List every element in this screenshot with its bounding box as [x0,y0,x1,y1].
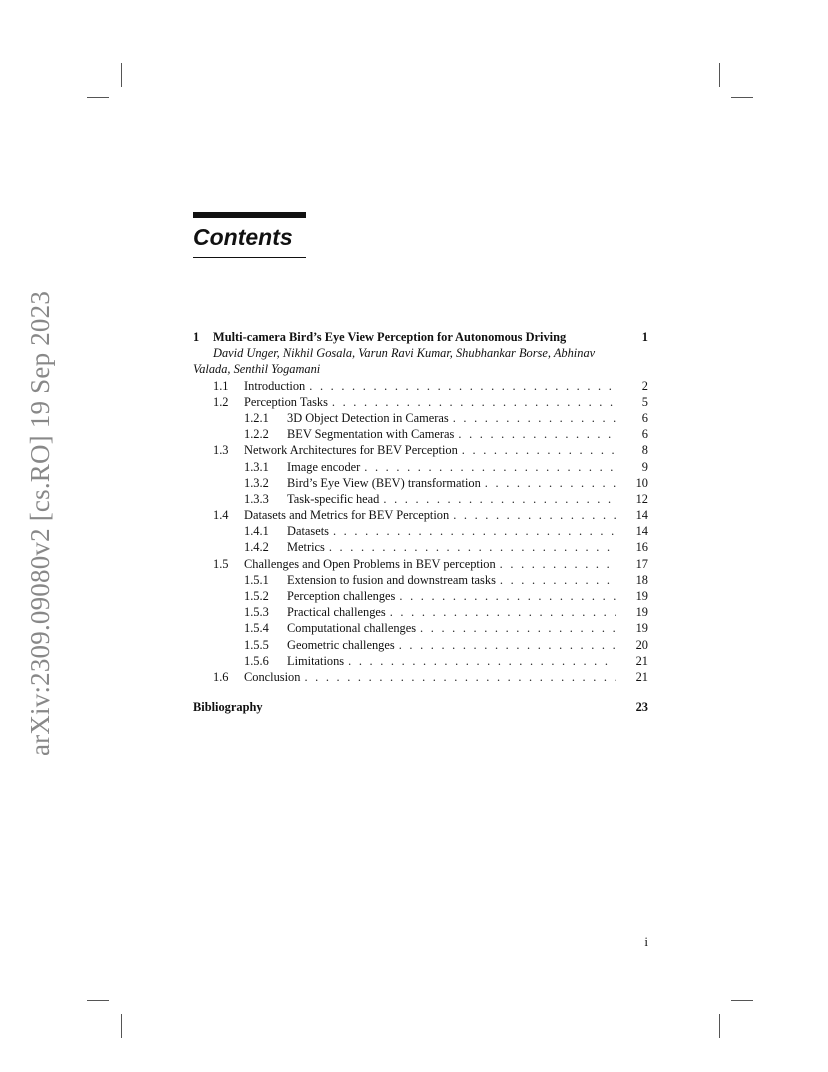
crop-mark-top-left-horizontal [87,97,109,98]
chapter-authors [193,345,648,377]
entry-page: 19 [635,589,648,604]
heading-bar [193,212,306,218]
entry-leader-dots [416,620,616,636]
toc-chapter-entry[interactable] [193,329,648,345]
entry-title: Extension to fusion and downstream tasks [287,572,496,587]
entry-title: Practical challenges [287,605,386,620]
entry-leader-dots [305,378,616,394]
entry-page: 18 [635,572,648,587]
crop-mark-bottom-left-horizontal [87,1000,109,1001]
entry-leader-dots [458,442,616,458]
toc-subsection-entry[interactable] [193,523,648,539]
entry-leader-dots [395,588,616,604]
entry-title: Network Architectures for BEV Perception [244,443,458,458]
toc-subsection-entry[interactable] [193,604,648,620]
entry-number: 1.3 [213,443,229,458]
entry-leader-dots [300,669,616,685]
bibliography-title: Bibliography [193,700,263,715]
entry-number: 1.6 [213,669,229,684]
toc-section-entry[interactable] [193,394,648,410]
entry-number: 1.5.2 [244,589,269,604]
table-of-contents [193,329,648,715]
entry-number: 1.5 [213,556,229,571]
crop-mark-bottom-left-vertical [121,1014,122,1038]
entry-number: 1.3.2 [244,475,269,490]
entry-number: 1.4 [213,508,229,523]
bibliography-page: 23 [635,700,648,715]
entry-page: 17 [635,556,648,571]
entry-number: 1.3.1 [244,459,269,474]
entry-title: Task-specific head [287,491,380,506]
toc-section-entry[interactable] [193,507,648,523]
entry-number: 1.1 [213,378,229,393]
crop-mark-top-right-horizontal [731,97,753,98]
entry-number: 1.5.6 [244,653,269,668]
entry-page: 9 [641,459,648,474]
entry-page: 21 [635,653,648,668]
toc-subsection-entry[interactable] [193,653,648,669]
toc-section-entry[interactable] [193,442,648,458]
entry-title: Image encoder [287,459,361,474]
entry-title: Computational challenges [287,621,417,636]
toc-bibliography-entry[interactable] [193,699,648,715]
toc-entries [193,378,648,686]
entry-page: 14 [635,524,648,539]
entry-leader-dots [481,475,616,491]
toc-subsection-entry[interactable] [193,539,648,555]
crop-mark-bottom-right-vertical [719,1014,720,1038]
entry-leader-dots [360,459,616,475]
entry-leader-dots [329,523,616,539]
crop-mark-top-left-vertical [121,63,122,87]
entry-title: Bird’s Eye View (BEV) transformation [287,475,481,490]
entry-page: 8 [641,443,648,458]
entry-page: 16 [635,540,648,555]
entry-title: Metrics [287,540,325,555]
entry-title: Datasets and Metrics for BEV Perception [244,508,450,523]
toc-subsection-entry[interactable] [193,491,648,507]
entry-leader-dots [344,653,616,669]
authors-line-1: David Unger, Nikhil Gosala, Varun Ravi Kumar, Shubhankar Borse, Abhinav [213,346,596,361]
entry-leader-dots [496,572,616,588]
arxiv-identifier: arXiv:2309.09080v2 [cs.RO] 19 Sep 2023 [25,290,56,756]
toc-subsection-entry[interactable] [193,475,648,491]
heading-rule [193,257,306,258]
entry-title: Conclusion [244,669,301,684]
entry-title: Geometric challenges [287,637,395,652]
entry-leader-dots [395,637,616,653]
entry-title: Perception Tasks [244,394,328,409]
authors-line-2: Valada, Senthil Yogamani [193,362,321,377]
entry-leader-dots [328,394,616,410]
toc-subsection-entry[interactable] [193,588,648,604]
entry-leader-dots [386,604,616,620]
entry-number: 1.3.3 [244,491,269,506]
entry-page: 12 [635,491,648,506]
entry-number: 1.5.5 [244,637,269,652]
entry-leader-dots [449,410,616,426]
entry-leader-dots [379,491,616,507]
chapter-number: 1 [193,330,200,344]
entry-number: 1.2.1 [244,410,269,425]
entry-page: 10 [635,475,648,490]
entry-number: 1.5.3 [244,605,269,620]
entry-number: 1.2.2 [244,427,269,442]
toc-subsection-entry[interactable] [193,637,648,653]
arxiv-watermark [16,286,66,760]
entry-number: 1.2 [213,394,229,409]
contents-heading: Contents [193,224,293,250]
entry-title: Introduction [244,378,306,393]
toc-section-entry[interactable] [193,378,648,394]
entry-title: BEV Segmentation with Cameras [287,427,455,442]
entry-number: 1.5.1 [244,572,269,587]
toc-subsection-entry[interactable] [193,410,648,426]
entry-title: 3D Object Detection in Cameras [287,410,449,425]
entry-leader-dots [496,556,616,572]
entry-title: Challenges and Open Problems in BEV perception [244,556,496,571]
toc-section-entry[interactable] [193,669,648,685]
entry-number: 1.4.2 [244,540,269,555]
entry-page: 5 [641,394,648,409]
crop-mark-bottom-right-horizontal [731,1000,753,1001]
entry-page: 14 [635,508,648,523]
entry-page: 2 [641,378,648,393]
entry-number: 1.5.4 [244,621,269,636]
toc-subsection-entry[interactable] [193,459,648,475]
chapter-page: 1 [641,330,648,344]
toc-subsection-entry[interactable] [193,572,648,588]
toc-subsection-entry[interactable] [193,620,648,636]
entry-page: 6 [641,410,648,425]
chapter-title: Multi-camera Bird’s Eye View Perception for Autonomous Driving [213,330,567,344]
entry-page: 21 [635,669,648,684]
entry-page: 19 [635,605,648,620]
page-number: i [644,934,648,949]
entry-title: Datasets [287,524,329,539]
entry-leader-dots [454,426,616,442]
entry-page: 20 [635,637,648,652]
entry-page: 19 [635,621,648,636]
toc-subsection-entry[interactable] [193,426,648,442]
entry-title: Limitations [287,653,345,668]
crop-mark-top-right-vertical [719,63,720,87]
entry-leader-dots [325,539,616,555]
entry-leader-dots [449,507,616,523]
entry-number: 1.4.1 [244,524,269,539]
entry-title: Perception challenges [287,589,396,604]
entry-page: 6 [641,427,648,442]
toc-section-entry[interactable] [193,556,648,572]
